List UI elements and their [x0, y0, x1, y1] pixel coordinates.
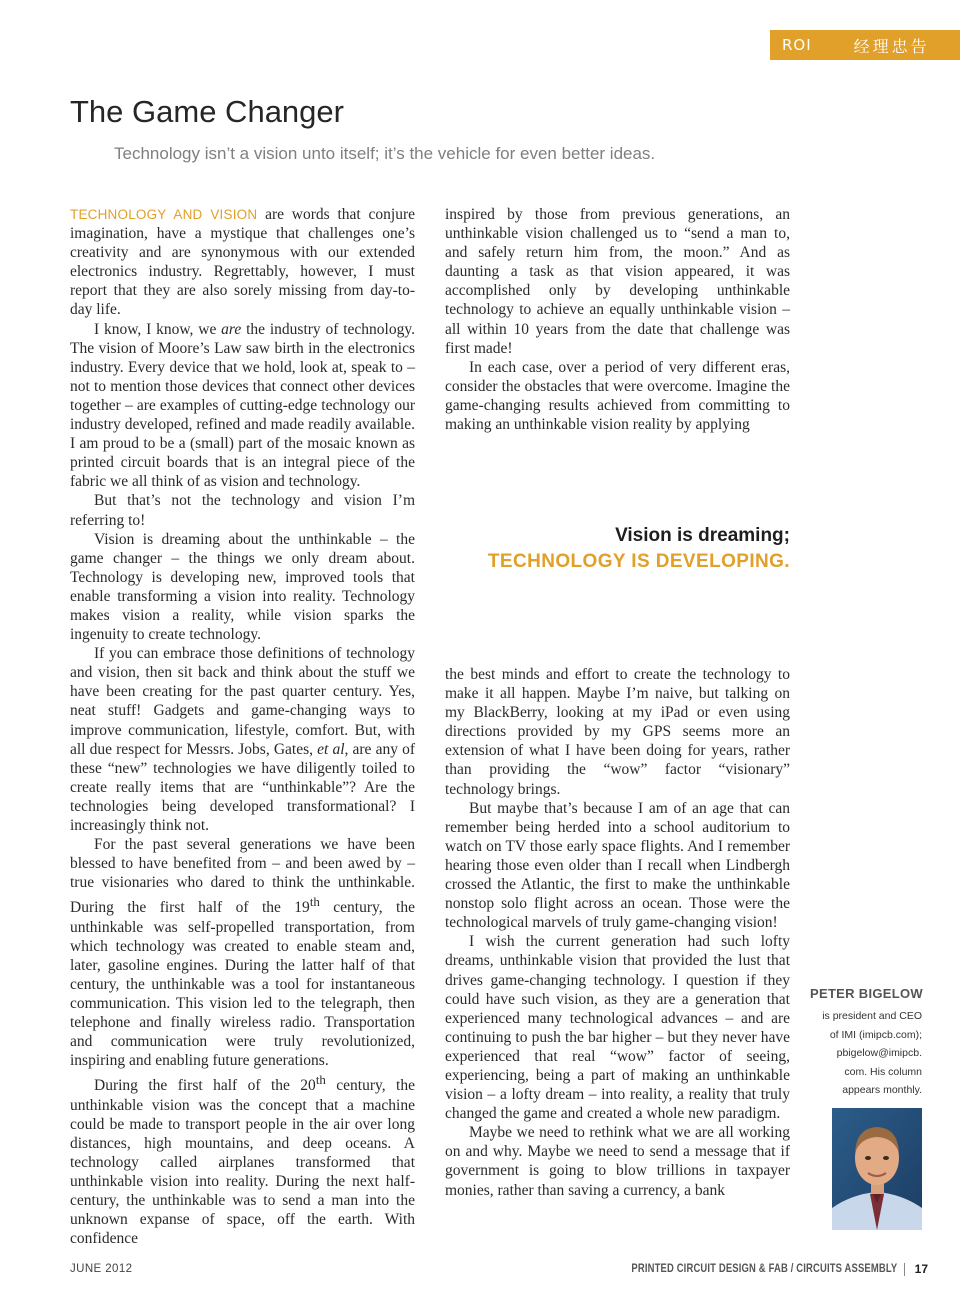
section-label: ROI — [782, 36, 812, 54]
footer-divider — [904, 1263, 905, 1276]
publication-name: PRINTED CIRCUIT DESIGN & FAB / CIRCUITS ASSEMBLY — [631, 1263, 898, 1275]
section-tab — [770, 30, 960, 60]
page-number: 17 — [914, 1262, 928, 1276]
bio-line: appears monthly. — [842, 1084, 922, 1097]
article-subtitle: Technology isn’t a vision unto itself; it’s the vehicle for even better ideas. — [114, 144, 656, 163]
paragraph: But maybe that’s because I am of an age that can remember being herded into a school auditorium to watch on TV those early space flights. And I remember hearing those even older than I recall when Lindbergh crossed the Atlantic, the first to make the unthinkable nonstop solo flight across an ocean. Those were the technological marvels of truly game-changing vision! — [445, 799, 790, 932]
pull-quote — [445, 523, 790, 575]
bio-line: com. His column — [844, 1065, 922, 1078]
article-title: The Game Changer — [70, 94, 344, 129]
author-name: PETER BIGELOW — [810, 986, 923, 1001]
paragraph: But that’s not the technology and vision I’m referring to! — [70, 492, 415, 529]
section-label-chinese: 经理忠告 — [853, 36, 930, 56]
pull-quote-line-1: Vision is dreaming; — [615, 525, 790, 546]
paragraph: I know, I know, we are the industry of technology. The vision of Moore’s Law saw birth in the electronics industry. Every device that we hold, look at, speak to – not to mention those devices that connect other devices together – are examples of cutting-edge technology our industry developed, refined and made readily available. I am proud to be a (small) part of the mosaic known as printed circuit boards that is an integral piece of the fabric we all think of as vision and technology. — [70, 320, 415, 491]
body-column-right-top — [445, 205, 790, 434]
author-photo — [832, 1108, 922, 1230]
paragraph: In each case, over a period of very different eras, consider the obstacles that were overcome. Imagine the game-changing results achieved from committing to making an unthinkable vision reality by applying — [445, 358, 790, 434]
paragraph: Vision is dreaming about the unthinkable – the game changer – the things we only dream about. Technology is developing new, improved tools that enable transforming a vision into reality. Technology makes vision a reality, while vision sparks the ingenuity to create technology. — [70, 530, 415, 644]
author-portrait-image — [832, 1108, 922, 1230]
paragraph: During the first half of the 20th century, the unthinkable vision was the concept that a machine could be made to transport people in the air over long distances, high mountains, and deep oceans. A technology called airplanes transformed that unthinkable vision into reality. During the next half-century, the unthinkable was to send a man into the unknown expanse of space, off the earth. With confidence — [70, 1072, 415, 1248]
footer-publication — [573, 1262, 928, 1276]
paragraph: inspired by those from previous generations, an unthinkable vision challenged us to “send a man to, and safely return him from, the moon.” And as daunting a task as that vision appeared, it was accomplished only by developing unthinkable technology to achieve an equally unthinkable vision – all within 10 years from the date that challenge was first made! — [445, 206, 790, 357]
lead-in: TECHNOLOGY AND VISION — [70, 207, 258, 222]
bio-line: pbigelow@imipcb. — [836, 1047, 922, 1060]
paragraph: If you can embrace those definitions of technology and vision, then sit back and think about the stuff we have been creating for the past quarter century. Yes, neat stuff! Gadgets and game-changing ways to improve communication, lifestyle, comfort. But, with all due respect for Messrs. Jobs, Gates, et al, are any of these “new” technologies we have diligently toiled to create really items that are “unthinkable”? Are the technologies being developed transformational? I increasingly think not. — [70, 645, 415, 834]
paragraph: Maybe we need to rethink what we are all working on and why. Maybe we need to send a message that if government is going to blow trillions in taxpayer monies, rather than saving a currency, a bank — [445, 1124, 790, 1199]
paragraph: I wish the current generation had such lofty dreams, unthinkable vision that provided the lust that drives game-changing technology. I question if they could have such vision, as they are a generation that experienced many technological advances – and are continuing to push the bar higher – but they never have experienced that real “wow” factor of seeing, experiencing, being a part of making an unthinkable vision – a lofty dream – into reality, a reality that truly changed the game and created a whole new paradigm. — [445, 933, 790, 1123]
bio-line: of IMI (imipcb.com); — [829, 1028, 922, 1041]
paragraph: For the past several generations we have been blessed to have benefited from – and been awed by – true visionaries who dared to think the unthinkable. During the first half of the 19th century, the unthinkable was self-propelled transportation, from which technology was created to enable steam and, later, gasoline engines. During the latter half of that century, the unthinkable was a tool for instantaneous communication. This vision led to the telegraph, then telephone and finally wireless radio. Transportation and communication were truly revolutionized, inspiring and enabling future generations. — [70, 836, 415, 1070]
paragraph — [70, 205, 415, 320]
body-column-right-bottom — [445, 665, 790, 1200]
body-column-left — [70, 205, 415, 1248]
bio-line: is president and CEO — [822, 1010, 922, 1022]
author-bio — [810, 986, 922, 1100]
issue-date: JUNE 2012 — [70, 1263, 133, 1275]
paragraph-text: are words that conjure imagination, have a mystique that challenges one’s creativity and are synonymous with our extended electronics industry. Regrettably, however, I must report that they are also sorely missing from day-to-day life. — [70, 206, 415, 319]
paragraph: the best minds and effort to create the technology to make it all happen. Maybe I’m naive, but talking on my BlackBerry, looking at my iPad or even using directions provided by my GPS seems more an extension of what I have been doing for years, rather than providing the “wow” factor “visionary” technology brings. — [445, 666, 790, 798]
pull-quote-line-2: TECHNOLOGY IS DEVELOPING. — [487, 551, 790, 572]
